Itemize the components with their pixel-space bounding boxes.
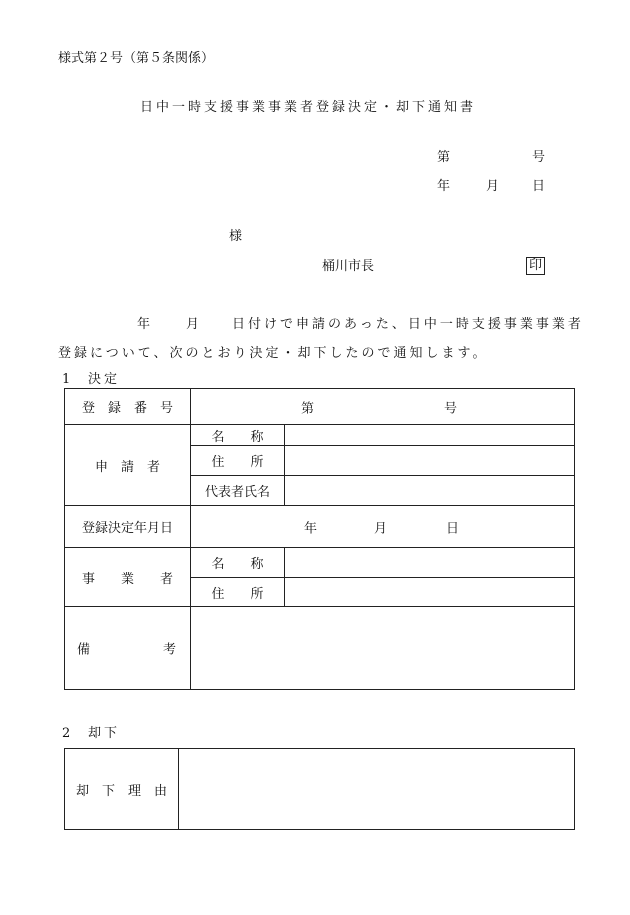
operator-name-field xyxy=(285,548,575,578)
seal-stamp: 印 xyxy=(526,257,545,275)
decision-date-value xyxy=(191,506,575,548)
operator-address-label: 住 所 xyxy=(191,578,285,607)
date-nen: 年 xyxy=(437,179,451,194)
applicant-name-field xyxy=(285,425,575,446)
rejection-table xyxy=(64,748,575,830)
addressee-sama: 様 xyxy=(229,229,243,244)
decision-date-tsuki: 月 xyxy=(374,521,388,536)
decision-date-nen: 年 xyxy=(304,521,318,536)
reg-no-go: 号 xyxy=(444,401,458,416)
applicant-address-field xyxy=(285,446,575,476)
body-tsuki: 月 xyxy=(186,317,200,332)
body-line-2: 登録について、次のとおり決定・却下したので通知します。 xyxy=(58,346,489,361)
applicant-label: 申 請 者 xyxy=(65,425,191,506)
representative-label: 代表者氏名 xyxy=(191,476,285,506)
reg-no-value xyxy=(191,389,575,425)
operator-name-label: 名 称 xyxy=(191,548,285,578)
section1-heading: 決定 xyxy=(88,372,121,387)
remarks-label xyxy=(65,607,191,690)
decision-table xyxy=(64,388,575,690)
section1-number: 1 xyxy=(62,372,71,387)
section2-heading: 却下 xyxy=(88,726,121,741)
rejection-reason-field xyxy=(179,749,575,830)
document-title: 日中一時支援事業事業者登録決定・却下通知書 xyxy=(140,100,477,115)
body-line-1: 日付けで申請のあった、日中一時支援事業事業者 xyxy=(232,317,584,332)
applicant-address-label: 住 所 xyxy=(191,446,285,476)
remarks-field xyxy=(191,607,575,690)
date-tsuki: 月 xyxy=(486,179,500,194)
doc-number-dai: 第 xyxy=(437,150,451,165)
remarks-label-right: 考 xyxy=(163,642,177,658)
reg-no-dai: 第 xyxy=(301,401,315,416)
decision-date-label: 登録決定年月日 xyxy=(65,506,191,548)
date-hi: 日 xyxy=(532,179,546,194)
doc-number-go: 号 xyxy=(532,150,546,165)
issuer-name: 桶川市長 xyxy=(322,259,375,274)
operator-address-field xyxy=(285,578,575,607)
applicant-name-label: 名 称 xyxy=(191,425,285,446)
form-number: 様式第２号（第５条関係） xyxy=(58,51,215,66)
decision-date-hi: 日 xyxy=(446,521,460,536)
reg-no-label: 登 録 番 号 xyxy=(65,389,191,425)
rejection-reason-label: 却 下 理 由 xyxy=(65,749,179,830)
representative-field xyxy=(285,476,575,506)
section2-number: 2 xyxy=(62,726,71,741)
remarks-label-left: 備 xyxy=(77,642,91,658)
body-nen: 年 xyxy=(137,317,151,332)
operator-label: 事 業 者 xyxy=(65,548,191,607)
